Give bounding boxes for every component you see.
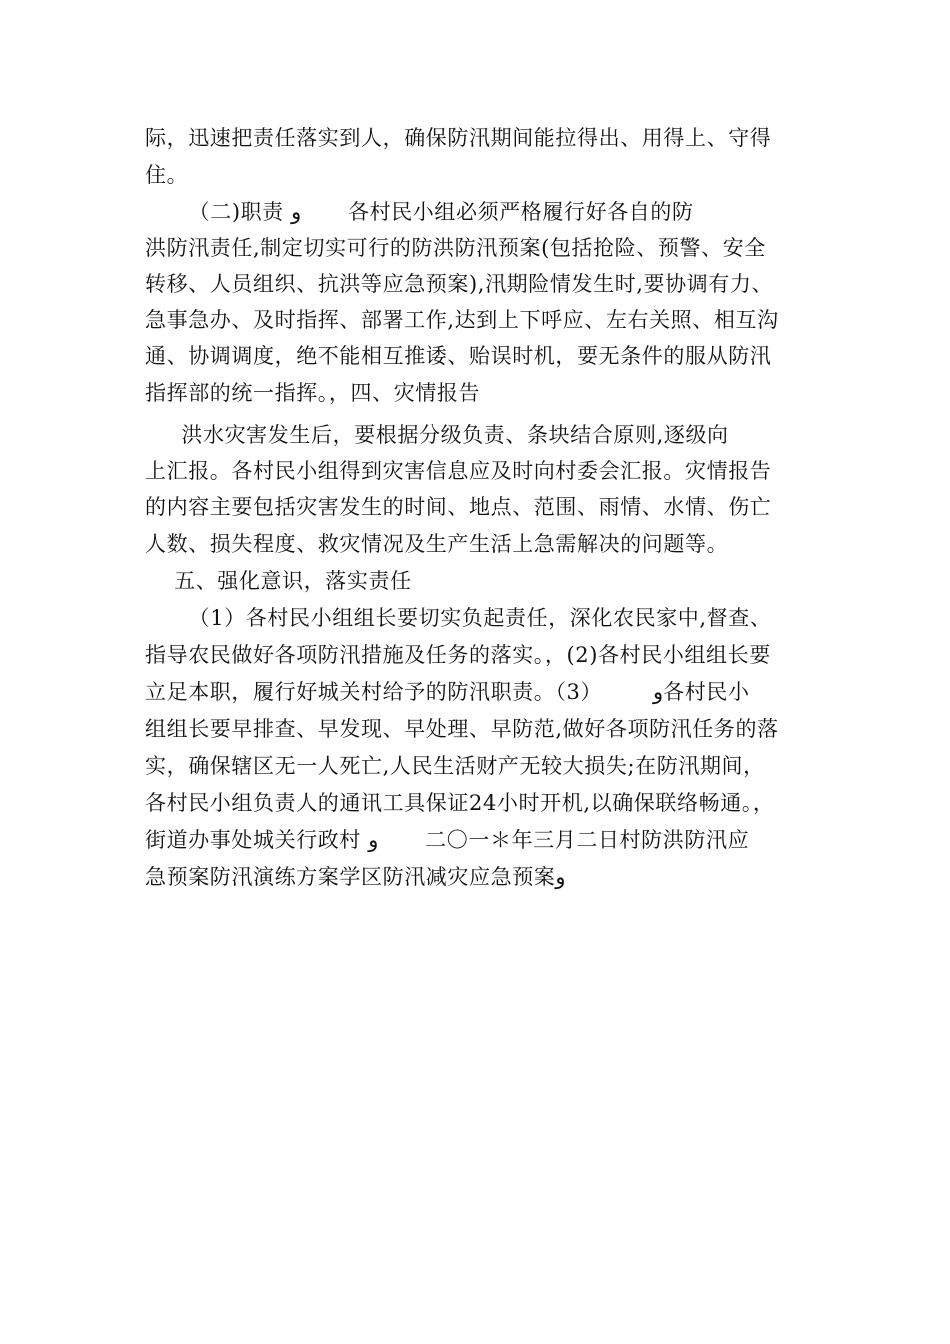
text-line: 洪水灾害发生后，要根据分级负责、条块结合原则,逐级向 <box>145 423 729 447</box>
text-line: 各村民小组负责人的通讯工具保证24小时开机,以确保联络畅通。， <box>145 791 775 815</box>
text-line: 指导农民做好各项防汛措施及任务的落实。，(2)各村民小组组长要 <box>145 643 771 667</box>
text-line: 组组长要早排查、早发现、早处理、早防范,做好各项防汛任务的落 <box>145 717 779 741</box>
text-line: （二)职责 ﻭ 各村民小组必须严格履行好各自的防 <box>145 200 694 224</box>
text-line: 上汇报。各村民小组得到灾害信息应及时向村委会汇报。灾情报告 <box>145 459 772 483</box>
text-line: 急事急办、及时指挥、部署工作,达到上下呼应、左右关照、相互沟 <box>145 308 779 332</box>
text-line: 住。 <box>145 163 189 187</box>
text-line: 洪防汛责任,制定切实可行的防洪防汛预案(包括抢险、预警、安全 <box>145 236 766 260</box>
text-line: 的内容主要包括灾害发生的时间、地点、范围、雨情、水情、伤亡 <box>145 495 772 519</box>
text-line: 人数、损失程度、救灾情况及生产生活上急需解决的问题等。 <box>145 532 729 556</box>
text-line: （1）各村民小组组长要切实负起责任，深化农民家中,督查、 <box>145 606 772 630</box>
text-line: 急预案防汛演练方案学区防汛减灾应急预案ﻭ <box>145 865 566 889</box>
text-line: 街道办事处城关行政村 ﻭ 二〇一＊年三月二日村防洪防汛应 <box>145 828 750 852</box>
text-line: 转移、人员组织、抗洪等应急预案),汛期险情发生时,要协调有力、 <box>145 272 774 296</box>
text-line: 立足本职，履行好城关村给予的防汛职责。（3） ﻭ各村民小 <box>145 680 750 704</box>
text-line: 际，迅速把责任落实到人，确保防汛期间能拉得出、用得上、守得 <box>145 126 772 150</box>
section-heading: 五、强化意识，落实责任 <box>145 569 412 593</box>
text-line: 通、协调调度，绝不能相互推诿、贻误时机，要无条件的服从防汛 <box>145 344 772 368</box>
text-line: 指挥部的统一指挥。，四、灾情报告 <box>145 381 481 405</box>
text-line: 实，确保辖区无一人死亡,人民生活财产无较大损失;在防汛期间， <box>145 754 765 778</box>
